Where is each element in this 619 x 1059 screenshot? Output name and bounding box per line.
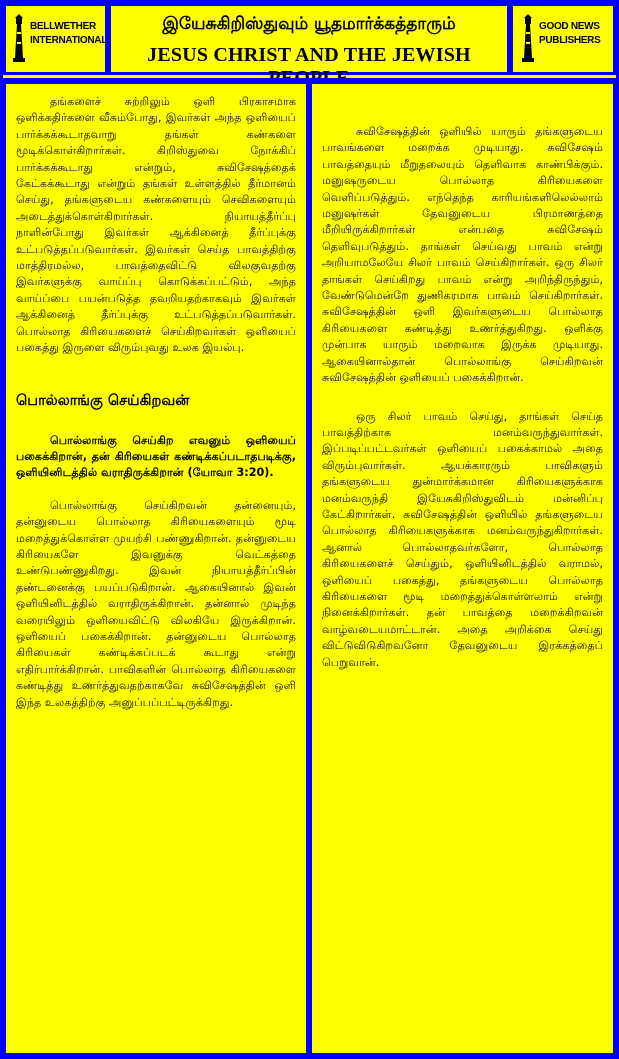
publisher-left-line1: BELLWETHER	[30, 21, 96, 32]
publisher-left-name	[30, 20, 107, 48]
header	[0, 0, 619, 78]
left-paragraph-2: பொல்லாங்கு செய்கிறவன் தன்னையும், தன்னுடைய பொல்லாத கிரியைகளையும் மூடி மறைத்துக்கொள்ள முயற்சி பண்ணுகிறான். தன்னுடைய கிரியைகளே இவனுக்கு வெட்கத்தை உண்டுபண்ணுகிறது. இவன் நியாயத்தீர்ப்பின் தண்டனைக்கு பயப்படுகிறான். ஆகையினால் இவன் ஒளியினிடத்தில் வராதிருக்கிறான். தன்னால் முடிந்த வரையிலும் ஒளியைவிட்டு விலகியே இருக்கிறான். ஒளியைப் பகைக்கிறான். தன்னுடைய பொல்லாத கிரியைகள் கண்டிக்கப்படக் கூடாது என்று எதிர்பார்க்கிறான். பாவிகளின் பொல்லாத கிரியைகளை கண்டித்து உணர்த்துவதற்காகவே சுவிசேஷத்தின் ஒளி இந்த உலகத்திற்கு அனுப்பப்பட்டிருக்கிறது.	[16, 498, 296, 709]
right-paragraph-1: சுவிசேஷத்தின் ஒளியில் யாரும் தங்களுடைய பாவங்களை மறைக்க முடியாது. சுவிசேஷம் பாவத்தையும் மீறுதலையும் தெளிவாக காண்பிக்கும். மனுஷருடைய பொல்லாத கிரியைகளை வெளிப்படுத்தும். எந்தெந்த காரியங்களிலெல்லாம் மனுஷர்கள் தேவனுடைய பிரமாணத்தை மீறியிருக்கிறார்கள் என்பதை சுவிசேஷம் தெளிவுபடுத்தும். தாங்கள் செய்வது பாவம் என்று அறியாமலேயே சிலர் பாவம் செய்கிறார்கள். ஒரு சிலர் தாங்கள் செய்கிறது பாவம் என்று அறிந்திருந்தும், வேண்டுமென்றே துணிகரமாக பாவம் செய்கிறார்கள். சுவிசேஷத்தின் ஒளி இவர்களுடைய பொல்லாத கிரியைகளை கண்டித்து உணர்த்துகிறது. ஒளிக்கு முன்பாக யாரும் மறைவாக இருக்க முடியாது. ஆகையினால்தான் பொல்லாங்கு செய்கிறவன் சுவிசேஷத்தின் ஒளியைப் பகைக்கிறான்.	[322, 125, 603, 385]
lighthouse-icon	[521, 14, 535, 62]
publisher-right-line2: PUBLISHERS	[539, 35, 601, 46]
publisher-right-name	[539, 20, 600, 48]
title-english: JESUS CHRIST AND THE JEWISH	[147, 44, 471, 66]
publisher-right-line1: GOOD NEWS	[539, 21, 600, 32]
right-paragraph-2: ஒரு சிலர் பாவம் செய்து, தாங்கள் செய்த பாவத்திற்காக மனம்வருந்துவார்கள். இப்படிப்பட்டவர்கள் ஒளியைப் பகைக்காமல் அதை விரும்புவார்கள். ஆயக்காரரும் பாவிகளும் தங்களுடைய துன்மார்க்கமான கிரியைகளுக்காக மனம்வருந்தி இயேசுகிறிஸ்துவிடம் மன்னிப்பு கேட்கிறார்கள். சுவிசேஷத்தின் ஒளியில் தங்களுடைய பொல்லாத கிரியைகளுக்காக மனம்வருந்துகிறார்கள். ஆனால் பொல்லாதவர்களோ, பொல்லாத கிரியைகளைச் செய்தும், ஒளியினிடத்தில் வராமல், ஒளியைப் பகைத்து, தங்களுடைய பொல்லாத கிரியைகளை மூடி மறைத்துக்கொள்ளலாம் என்று நினைக்கிறார்கள். தன் பாவத்தை மறைக்கிறவன் வாழ்வடையமாட்டான். அதை அறிக்கை செய்து விட்டுவிடுகிறவனோ தேவனுடைய இரக்கத்தைப் பெறுவான்.	[322, 409, 603, 669]
bible-verse: பொல்லாங்கு செய்கிற எவனும் ஒளியைப் பகைக்கிறான், தன் கிரியைகள் கண்டிக்கப்படாதபடிக்கு, ஒளியினிடத்தில் வராதிருக்கிறான் (யோவா 3:20).	[16, 433, 296, 480]
right-column	[309, 81, 616, 1056]
publisher-logo-left	[3, 3, 108, 75]
lighthouse-icon	[12, 14, 26, 62]
publisher-logo-right	[510, 3, 616, 75]
left-paragraph-1: தங்களைச் சுற்றிலும் ஒளி பிரகாசமாக ஒளிக்கதிர்களை வீசும்போது, இவர்கள் அந்த ஒளியைப் பார்க்கக்கூடாதவாறு தங்கள் கண்களை மூடிக்கொள்கிறார்கள். கிறிஸ்துவை நோக்கிப் பார்க்கக்கூடாது என்றும், சுவிசேஷத்தைக் கேட்கக்கூடாது என்றும் தங்கள் உள்ளத்தில் தீர்மானம் செய்து, தங்களுடைய கண்களையும் செவிகளையும் அடைத்துக்கொள்கிறார்கள். நியாயத்தீர்ப்பு நாளின்போது இவர்கள் ஆக்கினைத் தீர்ப்புக்கு உட்படுத்தப்படுவார்கள். இவர்கள் செய்த பாவத்திற்கு மாத்திரமல்ல, பாவத்தைவிட்டு விலகுவதற்கு இவர்களுக்கு வாய்ப்பு கொடுக்கப்பட்டும், அந்த வாய்ப்பை பயன்படுத்த தவறியதற்காகவும் இவர்கள் ஆக்கினைத் தீர்ப்புக்கு உட்படுத்தப்படுவார்கள். பொல்லாத கிரியைகளைச் செய்கிறவர்கள் ஒளியைப் பகைத்து இருளை விரும்புவது உலக இயல்பு.	[16, 95, 296, 355]
title-box	[108, 3, 510, 75]
publisher-left-line2: INTERNATIONAL	[30, 35, 108, 46]
left-column	[3, 81, 309, 1056]
title-tamil: இயேசுகிறிஸ்துவும் யூதமார்க்கத்தாரும்	[162, 14, 456, 34]
section-heading: பொல்லாங்கு செய்கிறவன்	[16, 392, 190, 409]
